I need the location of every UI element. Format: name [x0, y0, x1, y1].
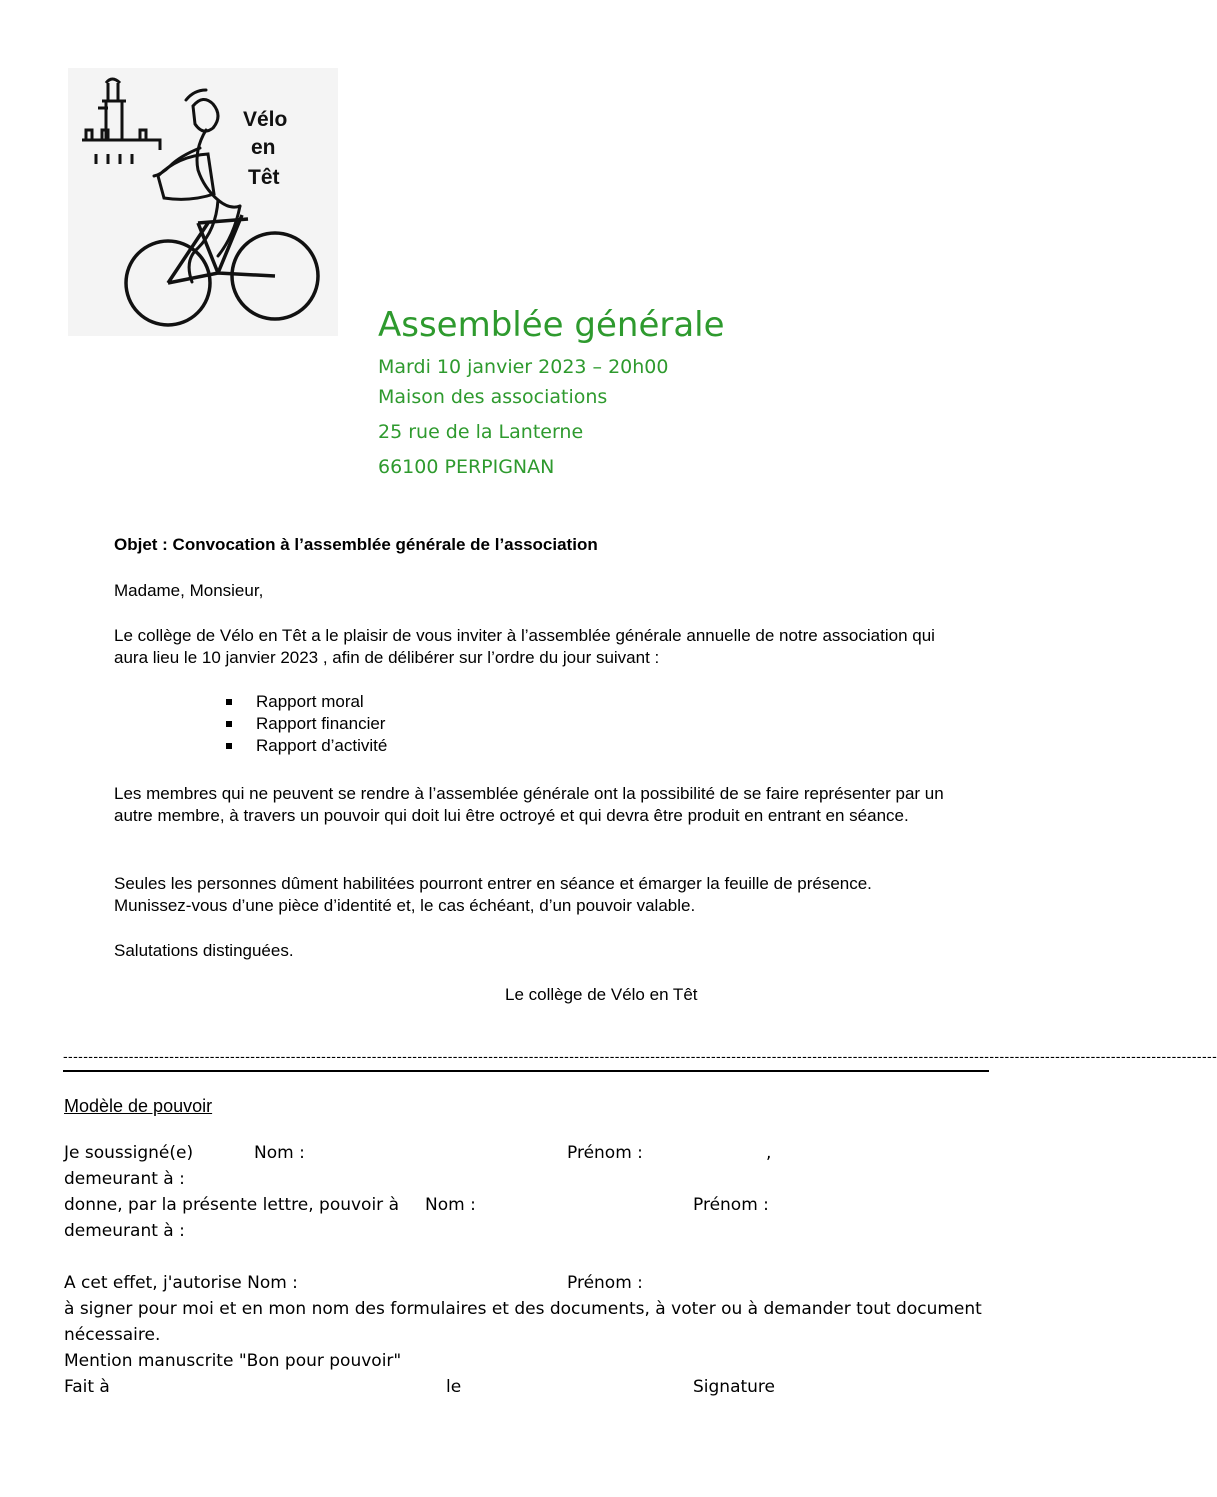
letter-signature: Le collège de Vélo en Têt: [505, 985, 698, 1004]
letter-subject: Objet : Convocation à l’assemblée générale de l’association: [114, 535, 598, 554]
cut-line: ------------------------------------------------------------------------------------------------------------------------------------------------------------------------------------------------------------------------------------: [63, 1048, 1217, 1064]
bullet-square-icon: [226, 699, 232, 705]
nom-label: Nom :: [254, 1143, 305, 1163]
logo-text-3: Têt: [248, 166, 280, 189]
mandataire-prenom-label: Prénom :: [693, 1195, 769, 1215]
bullet-square-icon: [226, 743, 232, 749]
mandataire-demeurant-label: demeurant à :: [64, 1221, 185, 1241]
form-heading: Modèle de pouvoir: [64, 1096, 213, 1116]
logo-text-1: Vélo: [243, 108, 288, 131]
velo-en-tet-logo: [68, 68, 338, 336]
demeurant-label: demeurant à :: [64, 1169, 185, 1189]
agenda-list: [224, 691, 387, 757]
comma-mark: ,: [766, 1143, 772, 1163]
letter-intro: Le collège de Vélo en Têt a le plaisir de vous inviter à l’assemblée générale annuelle de notre association qui aura lieu le 10 janvier 2023 , afin de délibérer sur l’ordre du jour suivant :: [114, 626, 935, 667]
necessaire-text: nécessaire.: [64, 1325, 161, 1345]
list-item: [224, 691, 387, 713]
agenda-item-label: Rapport moral: [256, 692, 364, 711]
date-label: le: [446, 1377, 462, 1397]
signature-label: Signature: [693, 1377, 776, 1397]
list-item: [224, 735, 387, 757]
page-title: Assemblée générale: [378, 305, 725, 345]
mention-text: Mention manuscrite "Bon pour pouvoir": [64, 1351, 402, 1371]
proxy-paragraph: Les membres qui ne peuvent se rendre à l’assemblée générale ont la possibilité de se faire représenter par un autre membre, à travers un pouvoir qui doit lui être octroyé et qui devra être produit en entrant en séance.: [114, 784, 944, 825]
list-item: [224, 713, 387, 735]
mandataire-nom-label: Nom :: [425, 1195, 476, 1215]
event-place: Maison des associations: [378, 386, 608, 408]
signer-text: à signer pour moi et en mon nom des formulaires et des documents, à voter ou à demander tout document: [64, 1299, 982, 1319]
agenda-item-label: Rapport financier: [256, 714, 386, 733]
autorise-label: A cet effet, j'autorise Nom :: [64, 1273, 298, 1293]
event-street: 25 rue de la Lanterne: [378, 421, 584, 443]
soussigne-label: Je soussigné(e): [64, 1143, 194, 1163]
prenom-label: Prénom :: [567, 1143, 643, 1163]
cyclist-logo-drawing: [68, 68, 338, 336]
closing-text: Salutations distinguées.: [114, 941, 294, 960]
logo-text-2: en: [251, 136, 276, 159]
event-city: 66100 PERPIGNAN: [378, 456, 555, 478]
letter-greeting: Madame, Monsieur,: [114, 581, 264, 600]
event-date: Mardi 10 janvier 2023 – 20h00: [378, 356, 669, 378]
fait-label: Fait à: [64, 1377, 110, 1397]
agenda-item-label: Rapport d’activité: [256, 736, 388, 755]
access-paragraph: Seules les personnes dûment habilitées pourront entrer en séance et émarger la feuille de présence. Munissez-vous d’une pièce d’identité et, le cas échéant, d’un pouvoir valable.: [114, 874, 872, 915]
donne-label: donne, par la présente lettre, pouvoir à: [64, 1195, 399, 1215]
bullet-square-icon: [226, 721, 232, 727]
divider: [63, 1070, 989, 1072]
autorise-prenom-label: Prénom :: [567, 1273, 643, 1293]
